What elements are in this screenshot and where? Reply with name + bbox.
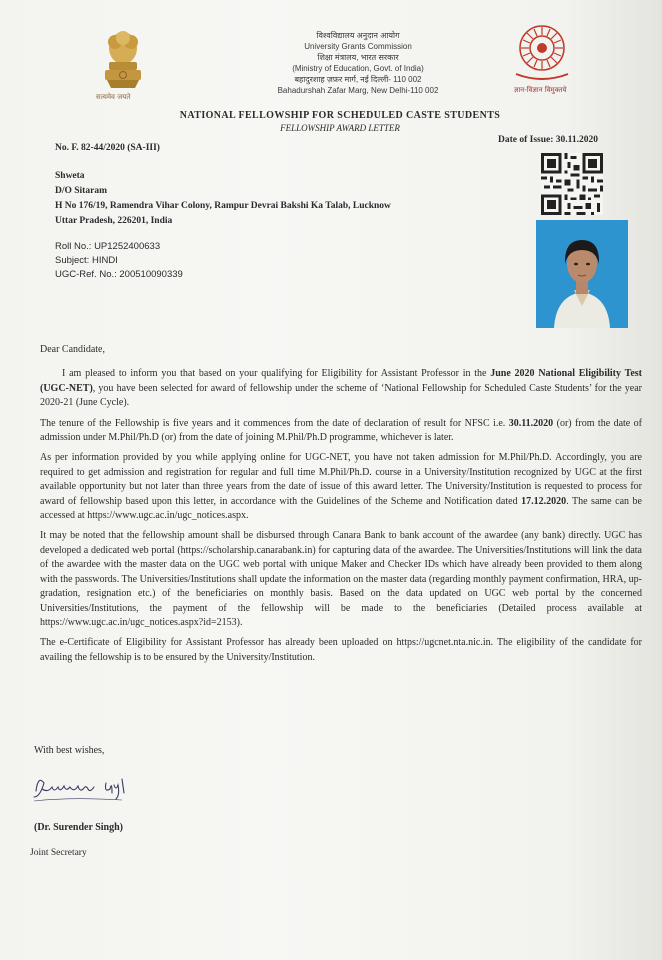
- candidate-details: [55, 240, 183, 282]
- address-line-2: Uttar Pradesh, 226201, India: [55, 216, 173, 226]
- subject: Subject: HINDI: [55, 255, 118, 266]
- recipient-parent: D/O Sitaram: [55, 186, 107, 196]
- signature: [30, 767, 130, 805]
- date-of-issue: Date of Issue: 30.11.2020: [498, 135, 599, 145]
- paragraph-admission: [40, 451, 642, 523]
- recipient-address: [55, 169, 391, 229]
- paragraph-disbursement: It may be noted that the fellowship amount shall be disbursed through Canara Bank to bank account of the awardee (any bank) directly. UGC has developed a dedicated web portal (https://scholarship.canarabank.in) for capturing data of the awardee. The Universities/Institutions will link the data of the awardee with the master data on the UGC web portal with unique Maker and Checker IDs which have already been provided to them along with the passwords. The Universities/Institutions shall update the information on the master data (regarding monthly payment confirmation, HRA, up-gradation, resignation etc.) of the beneficiaries on monthly basis. Based on the data updated on UGC web portal by the concerned Universities/Institutions, the payment of the fellowship will be made to the beneficiaries (Detailed process available at https://www.ugc.ac.in/ugc_notices.aspx?id=2153).: [40, 530, 642, 628]
- ministry-hindi: शिक्षा मंत्रालय, भारत सरकार: [317, 53, 399, 62]
- result-date: 30.11.2020: [508, 417, 554, 429]
- signatory-name: (Dr. Surender Singh): [34, 822, 124, 833]
- ugc-logo-icon: [512, 22, 572, 86]
- paragraph-selection: [40, 367, 642, 410]
- roll-number: Roll No.: UP1252400633: [55, 241, 161, 252]
- letterhead: [238, 30, 478, 96]
- emblem-motto: सत्यमेव जयते: [96, 93, 131, 101]
- paragraph-text: . The same can be accessed at https://www.ugc.ac.in/ugc_notices.aspx.: [40, 495, 642, 522]
- ugc-reference: UGC-Ref. No.: 200510090339: [55, 269, 183, 280]
- letter-body: [40, 343, 642, 671]
- ministry-english: (Ministry of Education, Govt. of India): [292, 64, 424, 73]
- qr-code-icon: [540, 153, 604, 215]
- letter-title: NATIONAL FELLOWSHIP FOR SCHEDULED CASTE STUDENTS: [179, 110, 501, 121]
- paragraph-text: , you have been selected for award of fellowship under the scheme of ‘National Fellowship for Scheduled Caste Students’ for the year 2020-21 (June Cycle).: [40, 382, 642, 409]
- notification-date: 17.12.2020: [521, 495, 567, 507]
- paragraph-text: I am pleased to inform you that based on your qualifying for Eligibility for Assistant Professor in the: [62, 368, 491, 380]
- paragraph-text: (or) from the date of admission under M.Phil/Ph.D (or) from the date of joining M.Phil/Ph.D programme, whichever is later.: [40, 417, 642, 444]
- address-english: Bahadurshah Zafar Marg, New Delhi-110 002: [277, 86, 439, 95]
- ugc-english-name: University Grants Commission: [304, 42, 412, 51]
- exam-name: June 2020 National Eligibility Test (UGC-NET): [40, 368, 642, 394]
- address-hindi: बहादुरशाह ज़फ़र मार्ग, नई दिल्ली- 110 002: [294, 75, 422, 84]
- letter-subtitle: FELLOWSHIP AWARD LETTER: [280, 123, 400, 133]
- address-line-1: H No 176/19, Ramendra Vihar Colony, Rampur Devrai Bakshi Ka Talab, Lucknow: [55, 201, 391, 211]
- paragraph-tenure: [40, 417, 642, 446]
- ugc-hindi-name: विश्वविद्यालय अनुदान आयोग: [316, 31, 400, 40]
- candidate-photo: [536, 220, 628, 328]
- signatory-designation: Joint Secretary: [30, 848, 87, 858]
- ugc-logo-motto: ज्ञान-विज्ञान विमुक्तये: [514, 86, 567, 94]
- closing: With best wishes,: [34, 745, 105, 756]
- salutation: Dear Candidate,: [40, 344, 105, 355]
- recipient-name: Shweta: [55, 171, 85, 181]
- paragraph-e-certificate: The e-Certificate of Eligibility for Assistant Professor has already been uploaded on https://ugcnet.nta.nic.in. The eligibility of the candidate for availing the fellowship is to be ensured by the University/Institution.: [40, 637, 642, 663]
- paragraph-text: The tenure of the Fellowship is five years and it commences from the date of declaration of result for NFSC i.e.: [40, 417, 509, 429]
- reference-number: No. F. 82-44/2020 (SA-III): [55, 143, 160, 153]
- paragraph-text: As per information provided by you while applying online for UGC-NET, you have not taken admission for M.Phil/Ph.D. Accordingly, you are required to get admission and registration for regular and full time M.Phil/Ph.D. course in a University/Institution recognized by UGC at the first available opportunity but not later than three years from the date of issue of this award letter. The University/Institution is requested to process for award of fellowship based upon this letter, in accordance with the Guidelines of the Scheme and Notification dated: [40, 452, 642, 507]
